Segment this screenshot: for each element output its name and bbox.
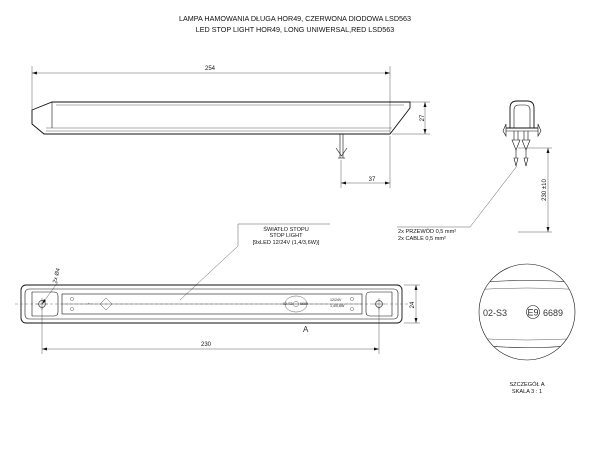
function-label-english: STOP LIGHT: [269, 233, 303, 239]
detail-left-code: 02-S3: [483, 308, 508, 318]
lamp-side-body: [32, 102, 410, 134]
view-marker-a: A: [303, 325, 309, 334]
dim-hole-spacing: 230: [200, 342, 212, 348]
detail-emark: E9: [527, 307, 539, 318]
function-label-polish: ŚWIATŁO STOPU: [263, 227, 309, 233]
side-view: [32, 66, 430, 188]
function-spec: [9xLED 12/24V (1,4/3,6W)]: [252, 240, 320, 246]
svg-text:6689: 6689: [300, 302, 308, 306]
dim-total-length: 254: [204, 66, 216, 72]
dim-stud-offset: 37: [368, 177, 376, 183]
title-polish: LAMPA HAMOWANIA DŁUGA HOR49, CZERWONA DIODOWA LSD563: [178, 14, 412, 23]
front-view: [15, 268, 420, 354]
svg-text:02-S3: 02-S3: [283, 302, 293, 306]
front-current: 1,4/0,6W: [330, 304, 345, 308]
detail-right-code: 6689: [543, 308, 564, 318]
detail-title: SZCZEGÓŁ A: [509, 382, 545, 388]
cable-label-polish: 2x PRZEWÓD 0,5 mm²: [398, 229, 457, 235]
cable-label-english: 2x CABLE 0,5 mm²: [398, 236, 446, 242]
mounting-stud: [336, 134, 347, 158]
svg-text:+ ·: + ·: [87, 302, 92, 306]
detail-a: [470, 264, 585, 360]
title-english: LED STOP LIGHT HOR49, LONG UNIWERSAL,RED LSD563: [195, 25, 395, 34]
dim-width: 24: [410, 301, 416, 309]
screw-hole-label: 2x Ø4: [52, 267, 62, 284]
dim-height: 27: [420, 114, 426, 122]
front-voltage: 12/24V: [330, 298, 342, 302]
detail-scale: SKALA 3 : 1: [511, 389, 543, 395]
dim-cable-length: 230 ±10: [542, 179, 548, 201]
